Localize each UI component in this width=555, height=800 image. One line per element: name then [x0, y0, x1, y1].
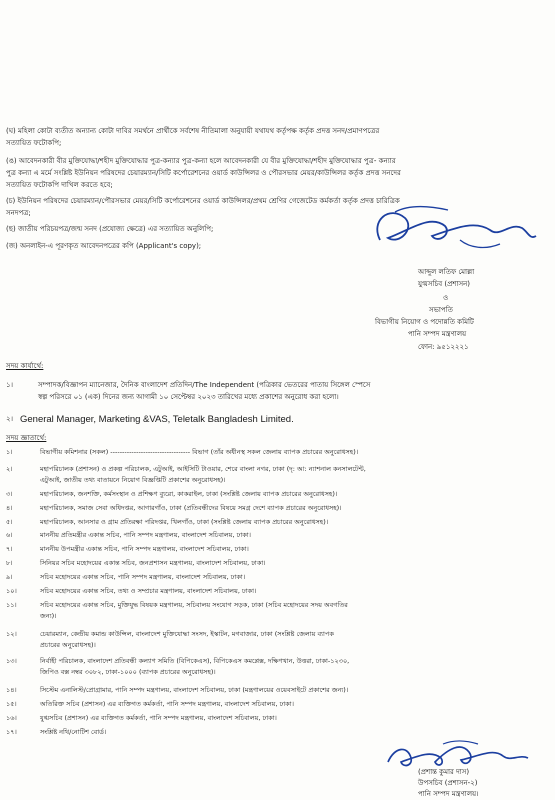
info-item-text: সচিব মহোদয়ের একান্ত সচিব, মুক্তিযুদ্ধ বিষয়ক মন্ত্রণালয়, সচিবালয় সংযোগ সড়ক, ঢাকা (সচিব মহোদয়ের সদয় অবগতির — [40, 601, 348, 609]
signature-1 — [360, 200, 540, 262]
signatory-ministry: পানি সম্পদ মন্ত্রণালয় — [408, 330, 467, 338]
condition-text: ইউনিয়ন পরিষদের চেয়ারম্যান/পৌরসভার মেয়র/সিটি কর্পোরেশনের ওয়ার্ড কাউন্সিলর/প্রথম শ্রেণির গেজেটেড কর্মকর্তা কর্তৃক প্রদত্ত চারিত্রিক — [17, 197, 400, 205]
signatory-designation: উপসচিব (প্রশাসন-২) — [418, 779, 478, 787]
info-item-number: ২। — [6, 465, 13, 473]
condition-text: অনলাইন-এ পূরণকৃত আবেদনপত্রের কপি (Applicant's copy); — [19, 242, 202, 250]
info-item-number: ১৩। — [6, 657, 17, 665]
info-item-number: ১৬। — [6, 714, 17, 722]
info-item-text: সিনিয়র সচিব মহোদয়ের একান্ত সচিব, জনপ্রশাসন মন্ত্রণালয়, বাংলাদেশ সচিবালয়, ঢাকা। — [40, 559, 266, 567]
info-item-number: ১০। — [6, 587, 17, 595]
condition-umo — [6, 157, 396, 166]
action-item-1-line1: সম্পাদক/বিজ্ঞাপন ম্যানেজার, দৈনিক বাংলাদেশ প্রতিদিন/The Independent (পত্রিকার ভেতরের পাতায় সিঙ্গেল স্পেসে — [38, 381, 371, 389]
info-item-number: ১৪। — [6, 686, 17, 694]
info-item-text: মহাপরিচালক, আনসার ও গ্রাম প্রতিরক্ষা পরিদপ্তর, খিলগাঁও, ঢাকা (সংশ্লিষ্ট জেলায় ব্যাপক প্রচারের অনুরোধসহ)। — [40, 518, 329, 526]
condition-ja — [6, 242, 201, 251]
info-item-number: ৬। — [6, 531, 13, 539]
info-item-text: মহাপরিচালক (প্রশাসন) ও প্রকল্প পরিচালক, এটুআই, আইসিটি টাওয়ার, শেরে বাংলা নগর, ঢাকা (দৃ: আ: ন্যাশনাল কনসালটেন্ট, — [40, 465, 366, 473]
signatory-committee: বিভাগীয় নিয়োগ ও পদোন্নতি কমিটি — [375, 318, 474, 326]
info-item-text: চেয়ারম্যান, কেন্দ্রীয় কমান্ড কাউন্সিল, বাংলাদেশ মুক্তিযোদ্ধা সংসদ, ইস্কাটন, মগবাজার, ঢাকা (সংশ্লিষ্ট জেলায় ব্যাপক — [40, 630, 334, 638]
info-item-number: ৭। — [6, 545, 13, 553]
info-item-number: ১৫। — [6, 700, 17, 708]
condition-cha-cont: সনদপত্র; — [6, 209, 31, 217]
info-item-number: ১৭। — [6, 728, 17, 736]
info-item-text: মহাপরিচালক, জনশক্তি, কর্মসংস্থান ও প্রশিক্ষণ ব্যুরো, কাকরাইল, ঢাকা (সংশ্লিষ্ট জেলায় ব্যাপক প্রচারের অনুরোধসহ)। — [40, 490, 338, 498]
condition-number: (চ) — [6, 197, 16, 205]
condition-chha — [6, 225, 213, 234]
info-item-text: সংশ্লিষ্ট নথি/নোটিশ বোর্ড। — [40, 728, 107, 736]
condition-number: (জ) — [6, 242, 18, 250]
info-item-text: জিপিও বক্স নম্বর ৩০৮২, ঢাকা-১০০০ (ব্যাপক প্রচারের অনুরোধসহ)। — [40, 668, 216, 676]
info-item-text: মহাপরিচালক, সমাজ সেবা অধিদপ্তর, আগারগাঁও, ঢাকা (প্রতিবন্ধীদের বিষয়ে সমগ্র দেশে ব্যাপক প্রচারের অনুরোধসহ)। — [40, 504, 342, 512]
signatory-role: সভাপতি — [429, 306, 453, 314]
info-item-text: সচিব মহোদয়ের একান্ত সচিব, তথ্য ও সম্প্রচার মন্ত্রণালয়, বাংলাদেশ সচিবালয়, ঢাকা। — [40, 587, 257, 595]
action-item-1-number: ১। — [6, 381, 14, 389]
condition-cha — [6, 197, 400, 206]
action-heading: সদয় কার্যার্থে: — [6, 362, 44, 370]
signatory-phone: ফোন: ৯৫১২২২১ — [418, 343, 469, 351]
info-item-text: সচিব মহোদয়ের একান্ত সচিব, পানি সম্পদ মন্ত্রণালয়, বাংলাদেশ সচিবালয়, ঢাকা। — [40, 573, 246, 581]
signatory-ministry: পানি সম্পদ মন্ত্রণালয়। — [418, 790, 479, 798]
info-item-text: সিস্টেম এনালিস্ট/প্রোগ্রামার, পানি সম্পদ মন্ত্রণালয়, বাংলাদেশ সচিবালয়, ঢাকা (মন্ত্রণালয়ের ওয়েবসাইটে প্রকাশের জন্য)। — [40, 686, 349, 694]
info-item-text: মাননীয় প্রতিমন্ত্রীর একান্ত সচিব, পানি সম্পদ মন্ত্রণালয়, বাংলাদেশ সচিবালয়, ঢাকা। — [40, 531, 251, 539]
info-heading: সদয় জ্ঞাতার্থে: — [6, 434, 47, 442]
info-item-text: প্রচারের অনুরোধসহ)। — [40, 641, 96, 649]
condition-number: (ঘ) — [6, 127, 16, 135]
condition-number: (ঙ) — [6, 157, 17, 165]
condition-text: মহিলা কোটা ব্যতীত অন্যান্য কোটা দাবির সমর্থনে প্রার্থীকে সর্বশেষ নীতিমালা অনুযায়ী যথাযথ কর্তৃপক্ষ কর্তৃক প্রদত্ত সনদ/প্রমাণপত্রের — [18, 127, 380, 135]
condition-gha — [6, 127, 379, 136]
signatory-name: আব্দুল লতিফ মোল্লা — [418, 268, 475, 276]
info-item-number: ৩। — [6, 490, 13, 498]
info-item-text: এটুআই, জাতীয় তথ্য বাতায়নে নিয়োগ বিজ্ঞপ্তিটি প্রকাশের অনুরোধসহ)। — [40, 476, 226, 484]
info-item-number: ১১। — [6, 601, 17, 609]
info-item-text: অতিরিক্ত সচিব (প্রশাসন) এর ব্যক্তিগত কর্মকর্তা, পানি সম্পদ মন্ত্রণালয়, বাংলাদেশ সচিবালয়, ঢাকা। — [40, 700, 294, 708]
info-item-text: বিভাগীয় কমিশনার (সকল) ---------------------------------- বিভাগ (তাঁর অধীনস্থ সকল জেলায় ব্যাপক প্রচারের অনুরোধসহ)। — [40, 448, 359, 456]
info-item-number: ৮। — [6, 559, 13, 567]
action-item-1-line2: স্বল্প পরিসরে ০১ (এক) দিনের জন্য আগামী ১০ সেপ্টেম্বর ২০২৩ তারিখের মধ্যে প্রকাশের অনুরোধ করা হলো। — [38, 393, 339, 401]
signatory-designation: যুগ্মসচিব (প্রশাসন) — [418, 280, 471, 288]
info-item-number: ৯। — [6, 573, 13, 581]
condition-text: জাতীয় পরিচয়পত্র/জন্ম সনদ (প্রযোজ্য ক্ষেত্রে) এর সত্যায়িত অনুলিপি; — [17, 225, 214, 233]
signatory-and: ও — [443, 294, 449, 302]
info-item-text: জন্য)। — [40, 612, 57, 620]
condition-umo-cont: পুত্র কন্যা এ মর্মে সংশ্লিষ্ট ইউনিয়ন পরিষদের চেয়ারম্যান/সিটি কর্পোরেশনের ওয়ার্ড কাউন্সিলর ও পৌরসভার মেয়র/কাউন্সিলর কর্তৃক প্রদত্ত সনদের — [6, 169, 401, 177]
info-item-text: যুগ্মসচিব (প্রশাসন) এর ব্যক্তিগত কর্মকর্তা, পানি সম্পদ মন্ত্রণালয়, বাংলাদেশ সচিবালয়, ঢাকা। — [40, 714, 277, 722]
condition-text: আবেদনকারী বীর মুক্তিযোদ্ধা/শহীদ মুক্তিযোদ্ধার পুত্র-কন্যার পুত্র-কন্যা হলে আবেদনকারী যে বীর মুক্তিযোদ্ধা/শহীদ মুক্তিযোদ্ধার পুত্র- কন্যার — [18, 157, 396, 165]
info-item-number: ১। — [6, 448, 13, 456]
condition-gha-cont: সত্যায়িত ফটোকপি; — [6, 139, 62, 147]
info-item-number: ৫। — [6, 518, 13, 526]
condition-number: (ছ) — [6, 225, 16, 233]
info-item-text: মাননীয় উপমন্ত্রীর একান্ত সচিব, পানি সম্পদ মন্ত্রণালয়, বাংলাদেশ সচিবালয়, ঢাকা। — [40, 545, 249, 553]
action-item-2-number: ২। — [6, 415, 14, 423]
info-item-text: নির্বাহী পরিচালক, বাংলাদেশ প্রতিবন্ধী কল্যাণ সমিতি (বিপিকেএস), বিপিকেএস কমপ্লেক্স, দক্ষিণখান, উত্তরা, ঢাকা-১২৩০, — [40, 657, 350, 665]
condition-umo-cont2: সত্যায়িত ফটোকপি দাখিল করতে হবে; — [6, 181, 113, 189]
info-item-number: ১২। — [6, 630, 17, 638]
action-item-2-text: General Manager, Marketing &VAS, Teletalk Bangladesh Limited. — [20, 414, 294, 425]
signatory-name: (প্রশান্ত কুমার দাস) — [418, 768, 470, 776]
info-item-number: ৪। — [6, 504, 13, 512]
